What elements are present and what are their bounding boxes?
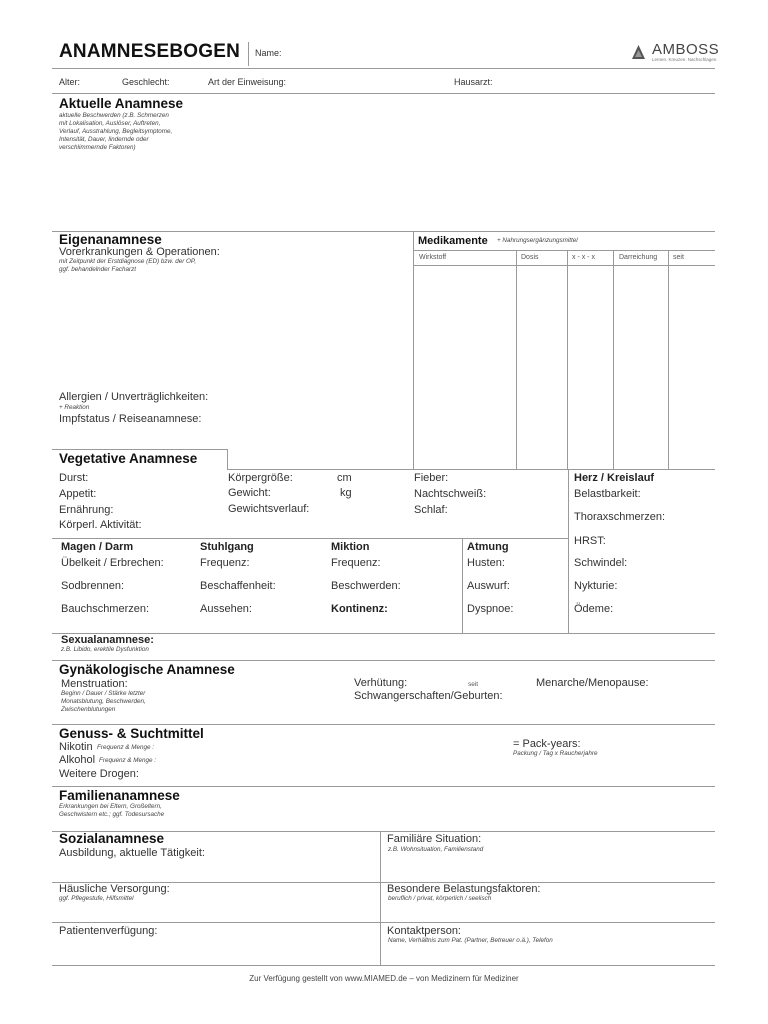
vegetative-anamnese-title: Vegetative Anamnese [59, 451, 198, 466]
col-dosis: Dosis [521, 254, 539, 261]
atmung-title: Atmung [467, 541, 509, 553]
appetit-label: Appetit: [59, 488, 97, 500]
nykturie-label: Nykturie: [574, 580, 618, 592]
aussehen-label: Aussehen: [200, 603, 252, 615]
magen-title: Magen / Darm [61, 541, 134, 553]
einweisung-label: Art der Einweisung: [208, 77, 287, 87]
familienanamnese-title: Familienanamnese [59, 788, 180, 803]
durst-label: Durst: [59, 472, 89, 484]
medikamente-subtitle: + Nahrungsergänzungsmittel [497, 237, 578, 244]
vorerkrankungen-label: Vorerkrankungen & Operationen: [59, 246, 220, 258]
triangle-icon [631, 44, 646, 60]
gewichtsverlauf-label: Gewichtsverlauf: [228, 503, 310, 515]
miktion-frequenz-label: Frequenz: [331, 557, 381, 569]
col-divider [668, 250, 669, 469]
sozial-col-divider [380, 831, 381, 965]
col-schema: x - x - x [572, 254, 595, 261]
hausarzt-label: Hausarzt: [454, 77, 493, 87]
allergien-hint: + Reaktion [59, 404, 90, 411]
miktion-title: Miktion [331, 541, 370, 553]
divider [52, 786, 715, 787]
genuss-title: Genuss- & Suchtmittel [59, 726, 204, 741]
belastbarkeit-label: Belastbarkeit: [574, 488, 641, 500]
alkohol-hint: Frequenz & Menge : [99, 757, 157, 764]
sozialanamnese-title: Sozialanamnese [59, 831, 165, 846]
herz-title: Herz / Kreislauf [574, 472, 655, 484]
koerpergroesse-label: Körpergröße: [228, 472, 293, 484]
beschwerden-label: Beschwerden: [331, 580, 401, 592]
packyears-hint: Packung / Tag x Raucherjahre [513, 750, 598, 757]
divider [413, 250, 715, 251]
versorgung-label: Häusliche Versorgung: [59, 883, 170, 895]
versorgung-hint: ggf. Pflegestufe, Hilfsmittel [59, 895, 134, 902]
logo-tagline: Lernen. Kreuzen. Nachschlagen. [652, 57, 718, 62]
footer-credit: Zur Verfügung gestellt von www.MIAMED.de – von Medizinern für Mediziner [249, 974, 519, 983]
impfstatus-label: Impfstatus / Reiseanamnese: [59, 413, 202, 425]
alter-label: Alter: [59, 77, 81, 87]
divider [52, 922, 715, 923]
aktivitaet-label: Körperl. Aktivität: [59, 519, 142, 531]
medikamente-border [413, 231, 414, 469]
familiaer-hint: z.B. Wohnsituation, Familienstand [388, 846, 484, 853]
dyspnoe-label: Dyspnoe: [467, 603, 514, 615]
menstruation-hint: Beginn / Dauer / Stärke letzter Monatsblutung, Beschwerden, Zwischenblutungen [61, 690, 146, 713]
belastung-label: Besondere Belastungsfaktoren: [387, 883, 541, 895]
page-title: ANAMNESEBOGEN [59, 41, 241, 62]
oedeme-label: Ödeme: [574, 603, 614, 615]
divider [52, 724, 715, 725]
divider [52, 660, 715, 661]
alkohol-label: Alkohol [59, 754, 96, 766]
divider [413, 265, 715, 266]
schwindel-label: Schwindel: [574, 557, 628, 569]
col-darreichung: Darreichung [619, 254, 658, 261]
stuhl-frequenz-label: Frequenz: [200, 557, 250, 569]
kontinenz-label: Kontinenz: [331, 603, 388, 615]
verhuetung-seit: seit [468, 681, 479, 688]
vorerkrankungen-hint: mit Zeitpunkt der Erstdiagnose (ED) bzw. der OP, ggf. behandelnder Facharzt [59, 258, 197, 273]
gynaekologische-anamnese-title: Gynäkologische Anamnese [59, 662, 235, 677]
kontaktperson-label: Kontaktperson: [387, 925, 461, 937]
divider [227, 469, 715, 470]
col-divider [613, 250, 614, 469]
herz-border [568, 469, 569, 633]
kontaktperson-hint: Name, Verhältnis zum Pat. (Partner, Betreuer o.ä.), Telefon [388, 937, 553, 944]
auswurf-label: Auswurf: [467, 580, 510, 592]
tab-divider [227, 449, 228, 469]
nikotin-hint: Frequenz & Menge : [97, 744, 155, 751]
col-divider [567, 250, 568, 469]
sexualanamnese-title: Sexualanamnese: [61, 634, 154, 646]
nikotin-label: Nikotin [59, 741, 93, 753]
sodbrennen-label: Sodbrennen: [61, 580, 124, 592]
hrst-label: HRST: [574, 535, 606, 547]
divider [52, 449, 227, 450]
eigenanamnese-title: Eigenanamnese [59, 232, 162, 247]
sexualanamnese-hint: z.B. Libido, erektile Dysfunktion [61, 646, 149, 653]
cm-unit: cm [337, 472, 352, 484]
logo [631, 44, 646, 60]
uebelkeit-label: Übelkeit / Erbrechen: [61, 557, 164, 569]
logo-name: AMBOSS [652, 41, 720, 58]
bauchschmerzen-label: Bauchschmerzen: [61, 603, 150, 615]
geschlecht-label: Geschlecht: [122, 77, 170, 87]
stuhlgang-title: Stuhlgang [200, 541, 254, 553]
menarche-label: Menarche/Menopause: [536, 677, 649, 689]
packyears-label: = Pack-years: [513, 738, 581, 750]
gewicht-label: Gewicht: [228, 487, 271, 499]
aktuelle-anamnese-title: Aktuelle Anamnese [59, 96, 184, 111]
ausbildung-label: Ausbildung, aktuelle Tätigkeit: [59, 847, 205, 859]
nachtschweiss-label: Nachtschweiß: [414, 488, 487, 500]
thoraxschmerzen-label: Thoraxschmerzen: [574, 511, 666, 523]
patientenverfuegung-label: Patientenverfügung: [59, 925, 158, 937]
divider [52, 93, 715, 94]
familiaer-label: Familiäre Situation: [387, 833, 482, 845]
atmung-border [462, 538, 463, 633]
husten-label: Husten: [467, 557, 505, 569]
col-wirkstoff: Wirkstoff [419, 254, 447, 261]
title-divider [248, 42, 249, 66]
medikamente-title: Medikamente [418, 235, 488, 247]
allergien-label: Allergien / Unverträglichkeiten: [59, 391, 209, 403]
ernaehrung-label: Ernährung: [59, 504, 114, 516]
fieber-label: Fieber: [414, 472, 449, 484]
col-divider [516, 250, 517, 469]
kg-unit: kg [340, 487, 352, 499]
divider [52, 538, 568, 539]
familienanamnese-hint: Erkrankungen bei Eltern, Großeltern, Geschwistern etc.; ggf. Todesursache [59, 803, 165, 818]
schwangerschaften-label: Schwangerschaften/Geburten: [354, 690, 503, 702]
beschaffenheit-label: Beschaffenheit: [200, 580, 276, 592]
col-seit: seit [673, 254, 684, 261]
divider [52, 965, 715, 966]
drogen-label: Weitere Drogen: [59, 768, 139, 780]
belastung-hint: beruflich / privat, körperlich / seelisch [388, 895, 492, 902]
schlaf-label: Schlaf: [414, 504, 448, 516]
name-label: Name: [255, 48, 282, 58]
aktuelle-anamnese-hint: aktuelle Beschwerden (z.B. Schmerzen mit Lokalisation, Auslöser, Auftreten, Verlauf, Ausstrahlung, Begleitsymptome, Intensität, Dauer, lindernde oder verschlimmernde Faktoren) [59, 112, 173, 151]
divider [52, 68, 715, 69]
menstruation-label: Menstruation: [61, 678, 128, 690]
verhuetung-label: Verhütung: [354, 677, 408, 689]
